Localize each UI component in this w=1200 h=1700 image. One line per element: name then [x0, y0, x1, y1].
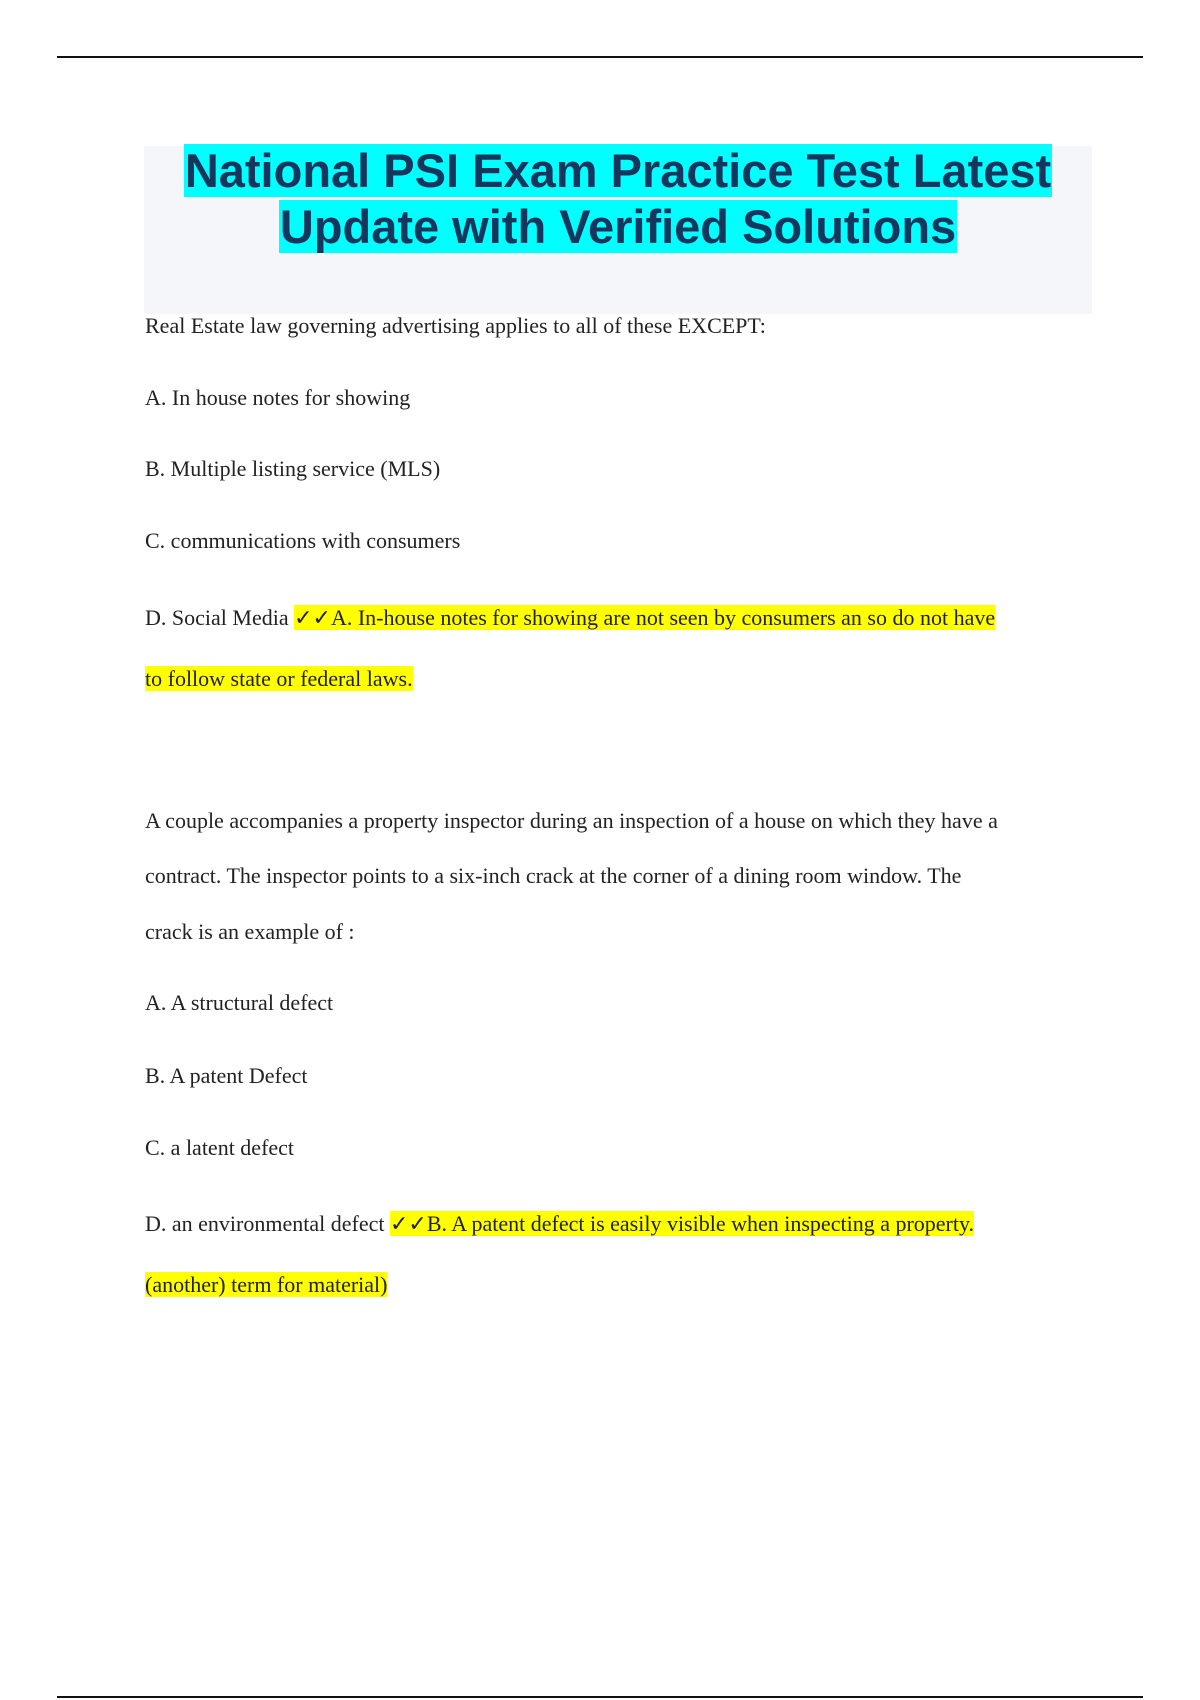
- top-rule: [57, 56, 1143, 58]
- question-2-option-d-line: [145, 1209, 974, 1239]
- title-line-1: National PSI Exam Practice Test Latest: [184, 144, 1052, 197]
- question-2-option-b: B. A patent Defect: [145, 1063, 308, 1088]
- question-2-stem-line-2: contract. The inspector points to a six-inch crack at the corner of a dining room window. The: [145, 863, 962, 888]
- question-1-answer: ✓✓A. In-house notes for showing are not seen by consumers an so do not have: [294, 605, 996, 630]
- question-2-option-c: C. a latent defect: [145, 1135, 295, 1160]
- page-title: [144, 143, 1092, 255]
- question-1-stem: Real Estate law governing advertising applies to all of these EXCEPT:: [145, 313, 766, 338]
- question-1-option-c: C. communications with consumers: [145, 528, 461, 553]
- bottom-rule: [57, 1696, 1143, 1698]
- question-1-option-a: A. In house notes for showing: [145, 385, 411, 410]
- question-2-option-a: A. A structural defect: [145, 990, 334, 1015]
- question-1-option-b: B. Multiple listing service (MLS): [145, 456, 441, 481]
- question-2-stem-line-3: crack is an example of :: [145, 919, 355, 944]
- title-line-2: Update with Verified Solutions: [279, 200, 957, 253]
- question-1-answer-line-2-row: [145, 664, 413, 694]
- question-2-option-d: D. an environmental defect: [145, 1211, 390, 1236]
- question-1-option-d: D. Social Media: [145, 605, 295, 630]
- question-1-option-d-line: [145, 603, 995, 633]
- question-2-stem-line-1: A couple accompanies a property inspector during an inspection of a house on which they have a: [145, 808, 998, 833]
- question-1-answer-line-2: to follow state or federal laws.: [145, 666, 413, 691]
- question-2-answer-line-2: (another) term for material): [145, 1272, 388, 1297]
- question-2-answer: ✓✓B. A patent defect is easily visible when inspecting a property.: [389, 1211, 975, 1236]
- question-2-answer-line-2-row: [145, 1270, 387, 1300]
